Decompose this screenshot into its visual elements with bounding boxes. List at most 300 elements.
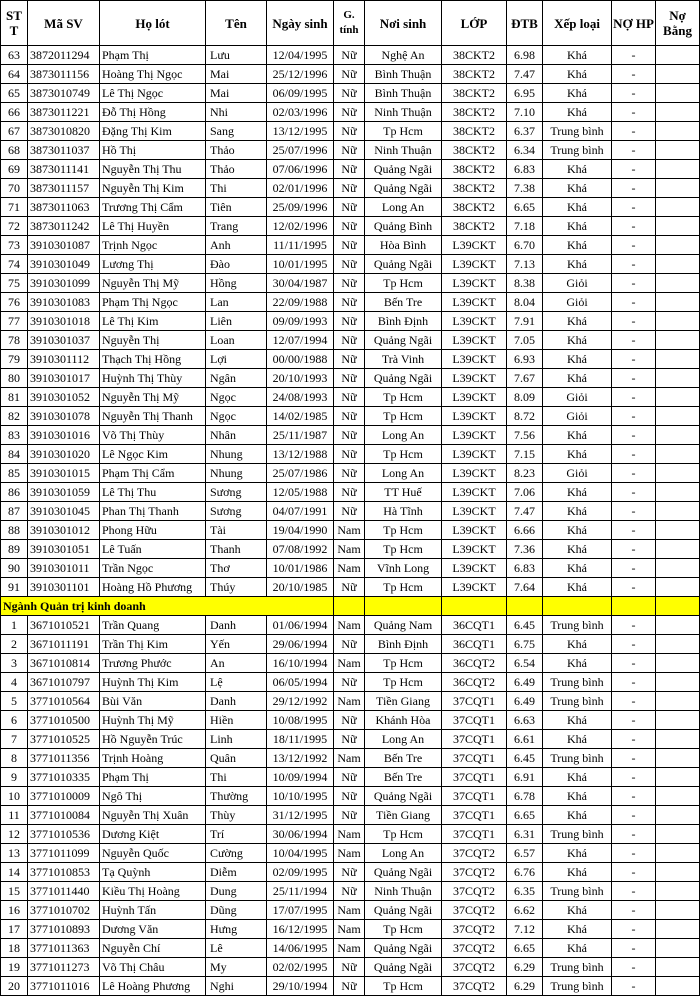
cell-noi-sinh: Tp Hcm: [365, 407, 442, 426]
cell-ho-lot: Nguyễn Thị Mỹ: [100, 274, 206, 293]
header-dtb: ĐTB: [507, 1, 543, 46]
cell-ho-lot: Phạm Thị Cẩm: [100, 464, 206, 483]
cell-no-bang: [656, 768, 700, 787]
cell-stt: 85: [1, 464, 28, 483]
cell-ma-sv: 3771010702: [28, 901, 100, 920]
cell-dtb: 6.91: [507, 768, 543, 787]
cell-ho-lot: Tạ Quỳnh: [100, 863, 206, 882]
cell-ten: Lệ: [206, 673, 267, 692]
cell-ho-lot: Huỳnh Thị Mỹ: [100, 711, 206, 730]
cell-lop: 38CKT2: [442, 103, 507, 122]
cell-no-bang: [656, 901, 700, 920]
cell-xep-loai: Khá: [543, 198, 612, 217]
cell-no-hp: -: [612, 559, 656, 578]
cell-no-hp: -: [612, 331, 656, 350]
cell-ngay-sinh: 10/01/1986: [267, 559, 334, 578]
cell-ten: Thi: [206, 768, 267, 787]
cell-ngay-sinh: 30/04/1987: [267, 274, 334, 293]
cell-ten: Trí: [206, 825, 267, 844]
cell-ngay-sinh: 10/08/1995: [267, 711, 334, 730]
cell-lop: L39CKT: [442, 350, 507, 369]
cell-dtb: 8.04: [507, 293, 543, 312]
cell-ten: Ngọc: [206, 388, 267, 407]
section-cell: [612, 597, 656, 616]
cell-ngay-sinh: 13/12/1992: [267, 749, 334, 768]
cell-gioi-tinh: Nữ: [334, 426, 365, 445]
header-no-bang: Nợ Bằng: [656, 1, 700, 46]
cell-ma-sv: 3771010084: [28, 806, 100, 825]
cell-gioi-tinh: Nam: [334, 521, 365, 540]
table-row: [1, 122, 700, 141]
cell-lop: L39CKT: [442, 483, 507, 502]
cell-xep-loai: Khá: [543, 46, 612, 65]
cell-noi-sinh: Bình Định: [365, 312, 442, 331]
cell-gioi-tinh: Nam: [334, 920, 365, 939]
cell-no-bang: [656, 103, 700, 122]
cell-xep-loai: Khá: [543, 483, 612, 502]
table-row: [1, 920, 700, 939]
table-row: [1, 559, 700, 578]
cell-stt: 69: [1, 160, 28, 179]
table-row: [1, 407, 700, 426]
cell-ma-sv: 3910301051: [28, 540, 100, 559]
cell-ngay-sinh: 24/08/1993: [267, 388, 334, 407]
cell-noi-sinh: Tiền Giang: [365, 806, 442, 825]
cell-ngay-sinh: 09/09/1993: [267, 312, 334, 331]
cell-noi-sinh: Trà Vinh: [365, 350, 442, 369]
cell-ten: Cường: [206, 844, 267, 863]
table-row: [1, 863, 700, 882]
cell-ten: Nhi: [206, 103, 267, 122]
cell-ngay-sinh: 06/05/1994: [267, 673, 334, 692]
cell-ma-sv: 3771011273: [28, 958, 100, 977]
cell-ten: Lê: [206, 939, 267, 958]
cell-stt: 75: [1, 274, 28, 293]
cell-stt: 84: [1, 445, 28, 464]
cell-ma-sv: 3910301049: [28, 255, 100, 274]
cell-no-hp: -: [612, 616, 656, 635]
cell-ho-lot: Nguyễn Thị: [100, 331, 206, 350]
cell-gioi-tinh: Nữ: [334, 673, 365, 692]
cell-gioi-tinh: Nữ: [334, 958, 365, 977]
cell-ma-sv: 3910301016: [28, 426, 100, 445]
cell-ma-sv: 3910301015: [28, 464, 100, 483]
cell-xep-loai: Khá: [543, 160, 612, 179]
cell-no-bang: [656, 616, 700, 635]
cell-gioi-tinh: Nữ: [334, 502, 365, 521]
cell-ten: Tài: [206, 521, 267, 540]
cell-noi-sinh: Tp Hcm: [365, 825, 442, 844]
table-row: [1, 616, 700, 635]
cell-xep-loai: Khá: [543, 540, 612, 559]
cell-stt: 83: [1, 426, 28, 445]
table-row: [1, 179, 700, 198]
cell-lop: 36CQT1: [442, 635, 507, 654]
cell-noi-sinh: Khánh Hòa: [365, 711, 442, 730]
cell-dtb: 6.54: [507, 654, 543, 673]
table-row: [1, 521, 700, 540]
cell-ngay-sinh: 25/12/1996: [267, 65, 334, 84]
cell-ma-sv: 3771011016: [28, 977, 100, 996]
table-row: [1, 160, 700, 179]
cell-noi-sinh: Tp Hcm: [365, 654, 442, 673]
cell-lop: L39CKT: [442, 521, 507, 540]
cell-stt: 79: [1, 350, 28, 369]
header-ten: Tên: [206, 1, 267, 46]
cell-stt: 10: [1, 787, 28, 806]
cell-ngay-sinh: 25/11/1987: [267, 426, 334, 445]
cell-ngay-sinh: 00/00/1988: [267, 350, 334, 369]
cell-noi-sinh: Tp Hcm: [365, 521, 442, 540]
cell-ma-sv: 3771010500: [28, 711, 100, 730]
header-ma-sv: Mã SV: [28, 1, 100, 46]
header-ngay-sinh: Ngày sinh: [267, 1, 334, 46]
cell-stt: 13: [1, 844, 28, 863]
cell-no-hp: -: [612, 958, 656, 977]
cell-gioi-tinh: Nữ: [334, 407, 365, 426]
table-row: [1, 46, 700, 65]
cell-lop: 36CQT2: [442, 654, 507, 673]
cell-xep-loai: Khá: [543, 445, 612, 464]
cell-gioi-tinh: Nữ: [334, 863, 365, 882]
cell-ho-lot: Nguyễn Thị Kim: [100, 179, 206, 198]
cell-dtb: 7.05: [507, 331, 543, 350]
table-row: [1, 635, 700, 654]
cell-ho-lot: Lương Thị: [100, 255, 206, 274]
cell-noi-sinh: Tp Hcm: [365, 388, 442, 407]
cell-ma-sv: 3910301018: [28, 312, 100, 331]
cell-ma-sv: 3671011191: [28, 635, 100, 654]
cell-gioi-tinh: Nữ: [334, 483, 365, 502]
cell-ngay-sinh: 29/10/1994: [267, 977, 334, 996]
cell-xep-loai: Khá: [543, 236, 612, 255]
cell-ngay-sinh: 07/08/1992: [267, 540, 334, 559]
cell-ten: Nhung: [206, 464, 267, 483]
cell-no-hp: -: [612, 103, 656, 122]
header-stt: ST T: [1, 1, 28, 46]
cell-ma-sv: 3671010521: [28, 616, 100, 635]
cell-no-hp: -: [612, 407, 656, 426]
cell-dtb: 7.38: [507, 179, 543, 198]
cell-ma-sv: 3771010853: [28, 863, 100, 882]
cell-no-bang: [656, 179, 700, 198]
cell-noi-sinh: Long An: [365, 730, 442, 749]
cell-ma-sv: 3910301011: [28, 559, 100, 578]
cell-no-hp: -: [612, 236, 656, 255]
cell-ngay-sinh: 14/02/1985: [267, 407, 334, 426]
cell-ngay-sinh: 12/07/1994: [267, 331, 334, 350]
table-row: [1, 65, 700, 84]
cell-ngay-sinh: 04/07/1991: [267, 502, 334, 521]
cell-lop: 37CQT2: [442, 844, 507, 863]
cell-no-hp: -: [612, 483, 656, 502]
cell-xep-loai: Khá: [543, 369, 612, 388]
cell-noi-sinh: Quảng Ngãi: [365, 958, 442, 977]
cell-xep-loai: Khá: [543, 350, 612, 369]
cell-no-bang: [656, 198, 700, 217]
cell-no-hp: -: [612, 84, 656, 103]
cell-ten: Thi: [206, 179, 267, 198]
table-row: [1, 464, 700, 483]
cell-ho-lot: Huỳnh Thị Kim: [100, 673, 206, 692]
cell-ho-lot: Hoàng Thị Ngọc: [100, 65, 206, 84]
table-row: [1, 540, 700, 559]
cell-xep-loai: Khá: [543, 920, 612, 939]
cell-ho-lot: Đỗ Thị Hồng: [100, 103, 206, 122]
cell-ten: Dũng: [206, 901, 267, 920]
cell-noi-sinh: TT Huế: [365, 483, 442, 502]
cell-xep-loai: Khá: [543, 426, 612, 445]
cell-gioi-tinh: Nữ: [334, 882, 365, 901]
cell-lop: 37CQT1: [442, 711, 507, 730]
cell-gioi-tinh: Nữ: [334, 464, 365, 483]
cell-ngay-sinh: 10/01/1995: [267, 255, 334, 274]
cell-ma-sv: 3910301083: [28, 293, 100, 312]
cell-no-hp: -: [612, 711, 656, 730]
table-row: [1, 578, 700, 597]
cell-ho-lot: Võ Thị Châu: [100, 958, 206, 977]
cell-ma-sv: 3771010564: [28, 692, 100, 711]
cell-ma-sv: 3771011099: [28, 844, 100, 863]
cell-ho-lot: Trịnh Hoàng: [100, 749, 206, 768]
cell-no-hp: -: [612, 692, 656, 711]
cell-dtb: 7.18: [507, 217, 543, 236]
cell-no-hp: -: [612, 825, 656, 844]
cell-ho-lot: Dương Kiệt: [100, 825, 206, 844]
cell-ngay-sinh: 14/06/1995: [267, 939, 334, 958]
cell-xep-loai: Khá: [543, 84, 612, 103]
cell-dtb: 8.09: [507, 388, 543, 407]
cell-lop: 37CQT1: [442, 749, 507, 768]
cell-ho-lot: Đặng Thị Kim: [100, 122, 206, 141]
cell-ten: My: [206, 958, 267, 977]
cell-ma-sv: 3910301045: [28, 502, 100, 521]
cell-ngay-sinh: 20/10/1985: [267, 578, 334, 597]
cell-no-bang: [656, 863, 700, 882]
cell-no-hp: -: [612, 787, 656, 806]
cell-no-hp: -: [612, 939, 656, 958]
cell-gioi-tinh: Nữ: [334, 578, 365, 597]
cell-xep-loai: Khá: [543, 179, 612, 198]
cell-gioi-tinh: Nam: [334, 559, 365, 578]
cell-ngay-sinh: 12/04/1995: [267, 46, 334, 65]
cell-noi-sinh: Nghệ An: [365, 46, 442, 65]
cell-gioi-tinh: Nữ: [334, 160, 365, 179]
cell-ho-lot: Trần Quang: [100, 616, 206, 635]
cell-gioi-tinh: Nữ: [334, 255, 365, 274]
cell-lop: L39CKT: [442, 540, 507, 559]
cell-dtb: 7.67: [507, 369, 543, 388]
cell-stt: 76: [1, 293, 28, 312]
cell-no-hp: -: [612, 578, 656, 597]
cell-gioi-tinh: Nữ: [334, 236, 365, 255]
cell-no-hp: -: [612, 863, 656, 882]
cell-ten: Ngân: [206, 369, 267, 388]
cell-dtb: 6.83: [507, 160, 543, 179]
cell-dtb: 6.65: [507, 806, 543, 825]
table-row: [1, 882, 700, 901]
cell-ma-sv: 3771010009: [28, 787, 100, 806]
cell-no-hp: -: [612, 388, 656, 407]
cell-ma-sv: 3873010749: [28, 84, 100, 103]
cell-ho-lot: Trần Thị Kim: [100, 635, 206, 654]
cell-noi-sinh: Tp Hcm: [365, 445, 442, 464]
cell-dtb: 6.31: [507, 825, 543, 844]
cell-xep-loai: Trung bình: [543, 616, 612, 635]
cell-dtb: 6.75: [507, 635, 543, 654]
cell-no-bang: [656, 787, 700, 806]
cell-ho-lot: Nguyễn Quốc: [100, 844, 206, 863]
cell-xep-loai: Khá: [543, 578, 612, 597]
cell-ten: Thanh: [206, 540, 267, 559]
header-gioi-tinh: G. tính: [334, 1, 365, 46]
cell-stt: 71: [1, 198, 28, 217]
cell-lop: 38CKT2: [442, 179, 507, 198]
cell-ten: Hồng: [206, 274, 267, 293]
cell-ho-lot: Lê Tuấn: [100, 540, 206, 559]
cell-ho-lot: Lê Hoàng Phương: [100, 977, 206, 996]
cell-ngay-sinh: 07/06/1996: [267, 160, 334, 179]
cell-no-bang: [656, 844, 700, 863]
table-row: [1, 939, 700, 958]
cell-no-bang: [656, 654, 700, 673]
cell-no-hp: -: [612, 122, 656, 141]
cell-gioi-tinh: Nữ: [334, 312, 365, 331]
table-row: [1, 141, 700, 160]
cell-noi-sinh: Quảng Ngãi: [365, 255, 442, 274]
cell-stt: 63: [1, 46, 28, 65]
cell-stt: 5: [1, 692, 28, 711]
cell-xep-loai: Giỏi: [543, 464, 612, 483]
cell-gioi-tinh: Nữ: [334, 198, 365, 217]
section-cell: [334, 597, 365, 616]
cell-stt: 73: [1, 236, 28, 255]
cell-ngay-sinh: 29/06/1994: [267, 635, 334, 654]
cell-noi-sinh: Bến Tre: [365, 768, 442, 787]
table-row: [1, 825, 700, 844]
cell-no-bang: [656, 692, 700, 711]
cell-no-bang: [656, 939, 700, 958]
cell-gioi-tinh: Nữ: [334, 84, 365, 103]
cell-ho-lot: Huỳnh Thị Thùy: [100, 369, 206, 388]
cell-ho-lot: Phạm Thị: [100, 768, 206, 787]
cell-lop: 37CQT1: [442, 787, 507, 806]
cell-ngay-sinh: 02/09/1995: [267, 863, 334, 882]
table-row: [1, 502, 700, 521]
cell-lop: L39CKT: [442, 274, 507, 293]
cell-noi-sinh: Quảng Ngãi: [365, 787, 442, 806]
cell-no-bang: [656, 84, 700, 103]
table-row: [1, 768, 700, 787]
cell-lop: 37CQT2: [442, 882, 507, 901]
cell-lop: 38CKT2: [442, 160, 507, 179]
cell-no-bang: [656, 255, 700, 274]
cell-no-hp: -: [612, 730, 656, 749]
cell-no-bang: [656, 578, 700, 597]
cell-xep-loai: Khá: [543, 844, 612, 863]
cell-dtb: 6.83: [507, 559, 543, 578]
cell-ma-sv: 3771010525: [28, 730, 100, 749]
cell-dtb: 6.49: [507, 692, 543, 711]
cell-ngay-sinh: 25/07/1986: [267, 464, 334, 483]
cell-ngay-sinh: 06/09/1995: [267, 84, 334, 103]
cell-noi-sinh: Tp Hcm: [365, 274, 442, 293]
cell-dtb: 6.57: [507, 844, 543, 863]
cell-lop: 37CQT1: [442, 825, 507, 844]
cell-no-hp: -: [612, 274, 656, 293]
table-row: [1, 331, 700, 350]
cell-stt: 20: [1, 977, 28, 996]
cell-ngay-sinh: 10/09/1994: [267, 768, 334, 787]
section-cell: [543, 597, 612, 616]
cell-no-hp: -: [612, 977, 656, 996]
cell-no-bang: [656, 293, 700, 312]
cell-no-bang: [656, 806, 700, 825]
cell-xep-loai: Trung bình: [543, 122, 612, 141]
cell-ho-lot: Trương Phước: [100, 654, 206, 673]
cell-xep-loai: Giỏi: [543, 274, 612, 293]
cell-stt: 70: [1, 179, 28, 198]
cell-ho-lot: Dương Văn: [100, 920, 206, 939]
cell-lop: 36CQT1: [442, 616, 507, 635]
cell-ma-sv: 3873011156: [28, 65, 100, 84]
cell-ngay-sinh: 25/11/1994: [267, 882, 334, 901]
cell-noi-sinh: Quảng Nam: [365, 616, 442, 635]
cell-gioi-tinh: Nam: [334, 825, 365, 844]
cell-xep-loai: Khá: [543, 806, 612, 825]
cell-ma-sv: 3910301099: [28, 274, 100, 293]
cell-ngay-sinh: 01/06/1994: [267, 616, 334, 635]
cell-no-hp: -: [612, 198, 656, 217]
cell-stt: 14: [1, 863, 28, 882]
cell-no-hp: -: [612, 920, 656, 939]
cell-gioi-tinh: Nữ: [334, 369, 365, 388]
cell-lop: 38CKT2: [442, 122, 507, 141]
section-row: [1, 597, 700, 616]
header-xep-loai: Xếp loại: [543, 1, 612, 46]
cell-xep-loai: Trung bình: [543, 692, 612, 711]
cell-ten: Lưu: [206, 46, 267, 65]
cell-xep-loai: Trung bình: [543, 749, 612, 768]
cell-lop: L39CKT: [442, 445, 507, 464]
cell-stt: 18: [1, 939, 28, 958]
cell-xep-loai: Khá: [543, 217, 612, 236]
cell-ngay-sinh: 12/02/1996: [267, 217, 334, 236]
cell-dtb: 7.13: [507, 255, 543, 274]
header-noi-sinh: Nơi sinh: [365, 1, 442, 46]
cell-no-hp: -: [612, 369, 656, 388]
cell-stt: 67: [1, 122, 28, 141]
cell-ten: Danh: [206, 616, 267, 635]
section-cell: [442, 597, 507, 616]
cell-stt: 80: [1, 369, 28, 388]
header-no-hp: NỢ HP: [612, 1, 656, 46]
cell-stt: 4: [1, 673, 28, 692]
cell-ten: Diễm: [206, 863, 267, 882]
cell-no-hp: -: [612, 179, 656, 198]
cell-no-hp: -: [612, 141, 656, 160]
cell-stt: 12: [1, 825, 28, 844]
cell-stt: 66: [1, 103, 28, 122]
cell-ho-lot: Trương Thị Cẩm: [100, 198, 206, 217]
cell-gioi-tinh: Nữ: [334, 103, 365, 122]
table-row: [1, 692, 700, 711]
cell-ten: Thường: [206, 787, 267, 806]
cell-ho-lot: Võ Thị Thùy: [100, 426, 206, 445]
cell-ten: Nghi: [206, 977, 267, 996]
cell-stt: 64: [1, 65, 28, 84]
cell-no-hp: -: [612, 844, 656, 863]
